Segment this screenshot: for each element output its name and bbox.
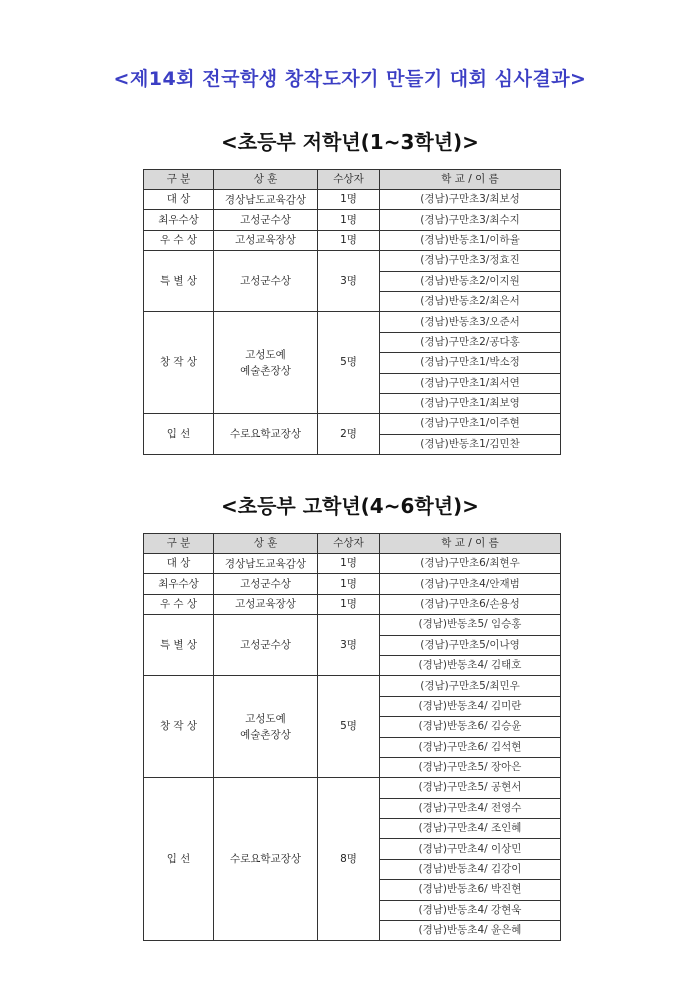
winner-school-name-cell: (경남)구만초2/공다홍 [380,332,561,352]
winner-school-name-cell: (경남)반동초6/ 김승윤 [380,717,561,737]
award-category-cell: 최우수상 [144,574,214,594]
winner-school-name-cell: (경남)구만초4/ 조인혜 [380,819,561,839]
header-category: 구 분 [144,534,214,554]
winner-school-name-cell: (경남)반동초2/이지원 [380,271,561,291]
award-category-cell: 대 상 [144,554,214,574]
award-category-cell: 입 선 [144,414,214,455]
table-row [144,574,561,594]
winner-school-name-cell: (경남)구만초1/이주현 [380,414,561,434]
table-row [144,251,561,271]
document-title: <제14회 전국학생 창작도자기 만들기 대회 심사결과> [113,68,587,90]
winner-school-name-cell: (경남)반동초4/ 강현욱 [380,900,561,920]
winner-school-name-cell: (경남)반동초1/김민찬 [380,434,561,454]
winner-school-name-cell: (경남)반동초4/ 김미란 [380,696,561,716]
award-name-cell: 고성교육장상 [214,230,318,250]
award-name-cell: 경상남도교육감상 [214,190,318,210]
award-category-cell: 창 작 상 [144,676,214,778]
awards-table-upper-grades [143,533,561,941]
award-name-cell: 경상남도교육감상 [214,554,318,574]
header-count: 수상자 [318,170,380,190]
award-category-cell: 최우수상 [144,210,214,230]
award-category-cell: 특 별 상 [144,251,214,312]
table-header-row [144,170,561,190]
winner-school-name-cell: (경남)반동초2/최은서 [380,291,561,311]
winner-school-name-cell: (경남)반동초4/ 윤은혜 [380,921,561,941]
winner-school-name-cell: (경남)구만초1/박소정 [380,353,561,373]
table-row [144,414,561,434]
winner-school-name-cell: (경남)구만초6/최현우 [380,554,561,574]
winner-school-name-cell: (경남)구만초3/정효진 [380,251,561,271]
award-name-cell: 고성도예 예술촌장상 [214,312,318,414]
award-name-cell: 고성군수상 [214,574,318,594]
winner-school-name-cell: (경남)반동초6/ 박진현 [380,880,561,900]
winner-school-name-cell: (경남)구만초1/최보영 [380,393,561,413]
header-award: 상 훈 [214,170,318,190]
award-name-cell: 수로요학교장상 [214,414,318,455]
award-name-cell: 고성군수상 [214,251,318,312]
award-category-cell: 창 작 상 [144,312,214,414]
winner-count-cell: 1명 [318,190,380,210]
winner-school-name-cell: (경남)반동초1/이하율 [380,230,561,250]
winner-count-cell: 1명 [318,574,380,594]
winner-count-cell: 8명 [318,778,380,941]
winner-count-cell: 5명 [318,676,380,778]
award-name-cell: 고성군수상 [214,615,318,676]
table-row [144,676,561,696]
award-name-cell: 수로요학교장상 [214,778,318,941]
winner-count-cell: 1명 [318,554,380,574]
table-row [144,615,561,635]
table-header-row [144,534,561,554]
winner-school-name-cell: (경남)구만초6/손용성 [380,594,561,614]
winner-school-name-cell: (경남)구만초6/ 김석현 [380,737,561,757]
award-name-cell: 고성군수상 [214,210,318,230]
header-school-name: 학 교 / 이 름 [380,170,561,190]
winner-school-name-cell: (경남)반동초5/ 임승홍 [380,615,561,635]
award-category-cell: 입 선 [144,778,214,941]
award-category-cell: 우 수 상 [144,230,214,250]
winner-school-name-cell: (경남)구만초3/최수지 [380,210,561,230]
award-name-cell: 고성교육장상 [214,594,318,614]
award-category-cell: 대 상 [144,190,214,210]
table-row [144,230,561,250]
winner-school-name-cell: (경남)구만초5/ 공현서 [380,778,561,798]
table-row [144,778,561,798]
table-row [144,210,561,230]
header-count: 수상자 [318,534,380,554]
winner-count-cell: 2명 [318,414,380,455]
winner-school-name-cell: (경남)반동초4/ 김강이 [380,859,561,879]
awards-table-lower-grades [143,169,561,455]
winner-school-name-cell: (경남)구만초4/안재범 [380,574,561,594]
winner-school-name-cell: (경남)구만초5/ 장아은 [380,757,561,777]
winner-school-name-cell: (경남)구만초1/최서연 [380,373,561,393]
header-category: 구 분 [144,170,214,190]
section-title-upper-grades: <초등부 고학년(4~6학년)> [221,494,479,518]
table-row [144,190,561,210]
table-row [144,594,561,614]
header-school-name: 학 교 / 이 름 [380,534,561,554]
winner-school-name-cell: (경남)반동초4/ 김태호 [380,655,561,675]
section-title-lower-grades: <초등부 저학년(1~3학년)> [221,130,479,154]
award-category-cell: 우 수 상 [144,594,214,614]
winner-count-cell: 3명 [318,251,380,312]
winner-count-cell: 1명 [318,594,380,614]
table-row [144,554,561,574]
winner-count-cell: 5명 [318,312,380,414]
winner-school-name-cell: (경남)구만초4/ 이상민 [380,839,561,859]
award-name-cell: 고성도예 예술촌장상 [214,676,318,778]
winner-count-cell: 3명 [318,615,380,676]
award-category-cell: 특 별 상 [144,615,214,676]
winner-count-cell: 1명 [318,210,380,230]
header-award: 상 훈 [214,534,318,554]
winner-count-cell: 1명 [318,230,380,250]
winner-school-name-cell: (경남)구만초4/ 전영수 [380,798,561,818]
winner-school-name-cell: (경남)구만초3/최보성 [380,190,561,210]
table-row [144,312,561,332]
winner-school-name-cell: (경남)구만초5/이나영 [380,635,561,655]
winner-school-name-cell: (경남)구만초5/최민우 [380,676,561,696]
winner-school-name-cell: (경남)반동초3/오준서 [380,312,561,332]
